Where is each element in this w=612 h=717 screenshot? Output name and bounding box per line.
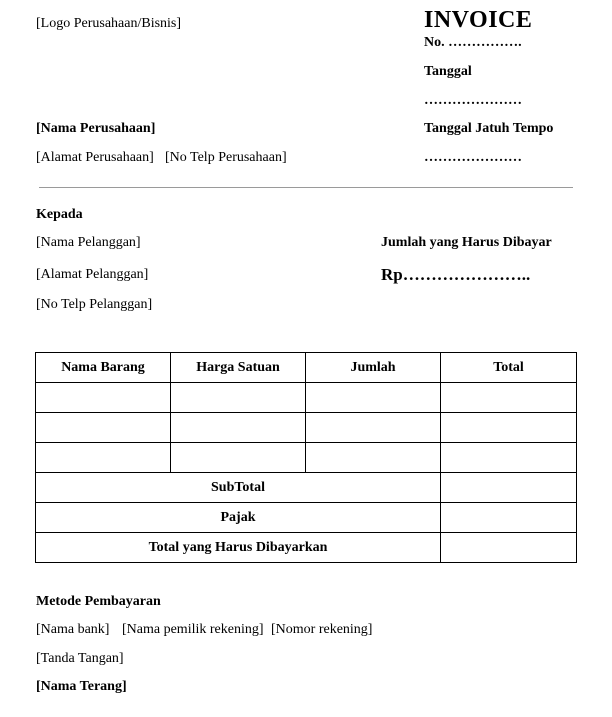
grand-total-row bbox=[36, 533, 577, 563]
invoice-items-table bbox=[35, 352, 577, 563]
tax-value[interactable] bbox=[441, 503, 577, 533]
header-divider bbox=[39, 187, 573, 188]
table-cell[interactable] bbox=[36, 413, 171, 443]
table-cell[interactable] bbox=[306, 443, 441, 473]
signature-placeholder: [Tanda Tangan] bbox=[36, 651, 124, 666]
table-cell[interactable] bbox=[441, 443, 577, 473]
subtotal-label: SubTotal bbox=[36, 473, 441, 503]
account-number: [Nomor rekening] bbox=[271, 622, 373, 637]
payment-method-heading: Metode Pembayaran bbox=[36, 594, 161, 609]
table-cell[interactable] bbox=[36, 383, 171, 413]
grand-total-value[interactable] bbox=[441, 533, 577, 563]
due-date-label: Tanggal Jatuh Tempo bbox=[424, 121, 554, 136]
invoice-date-label: Tanggal bbox=[424, 64, 472, 79]
invoice-date-value: ………………… bbox=[424, 93, 522, 108]
table-header-row bbox=[36, 353, 577, 383]
due-date-value: ………………… bbox=[424, 150, 522, 165]
company-logo-placeholder: [Logo Perusahaan/Bisnis] bbox=[36, 16, 182, 31]
company-address: [Alamat Perusahaan] bbox=[36, 150, 154, 165]
invoice-title: INVOICE bbox=[424, 7, 533, 33]
tax-row bbox=[36, 503, 577, 533]
column-header-total: Total bbox=[441, 353, 577, 383]
company-name: [Nama Perusahaan] bbox=[36, 121, 156, 136]
table-row bbox=[36, 413, 577, 443]
table-cell[interactable] bbox=[441, 413, 577, 443]
table-row bbox=[36, 383, 577, 413]
table-cell[interactable] bbox=[306, 383, 441, 413]
column-header-unit-price: Harga Satuan bbox=[171, 353, 306, 383]
table-cell[interactable] bbox=[171, 443, 306, 473]
table-cell[interactable] bbox=[36, 443, 171, 473]
bank-name: [Nama bank] bbox=[36, 622, 110, 637]
invoice-number: No. ……………. bbox=[424, 35, 522, 50]
grand-total-label: Total yang Harus Dibayarkan bbox=[36, 533, 441, 563]
tax-label: Pajak bbox=[36, 503, 441, 533]
table-cell[interactable] bbox=[171, 413, 306, 443]
subtotal-row bbox=[36, 473, 577, 503]
column-header-item-name: Nama Barang bbox=[36, 353, 171, 383]
table-cell[interactable] bbox=[171, 383, 306, 413]
customer-phone: [No Telp Pelanggan] bbox=[36, 297, 153, 312]
account-holder-name: [Nama pemilik rekening] bbox=[122, 622, 264, 637]
column-header-quantity: Jumlah bbox=[306, 353, 441, 383]
amount-due-value: Rp………………….. bbox=[381, 265, 531, 284]
customer-heading: Kepada bbox=[36, 207, 83, 222]
company-phone: [No Telp Perusahaan] bbox=[165, 150, 287, 165]
customer-name: [Nama Pelanggan] bbox=[36, 235, 141, 250]
table-cell[interactable] bbox=[306, 413, 441, 443]
table-row bbox=[36, 443, 577, 473]
subtotal-value[interactable] bbox=[441, 473, 577, 503]
table-cell[interactable] bbox=[441, 383, 577, 413]
amount-due-label: Jumlah yang Harus Dibayar bbox=[381, 235, 552, 250]
signatory-full-name: [Nama Terang] bbox=[36, 679, 127, 694]
customer-address: [Alamat Pelanggan] bbox=[36, 267, 149, 282]
